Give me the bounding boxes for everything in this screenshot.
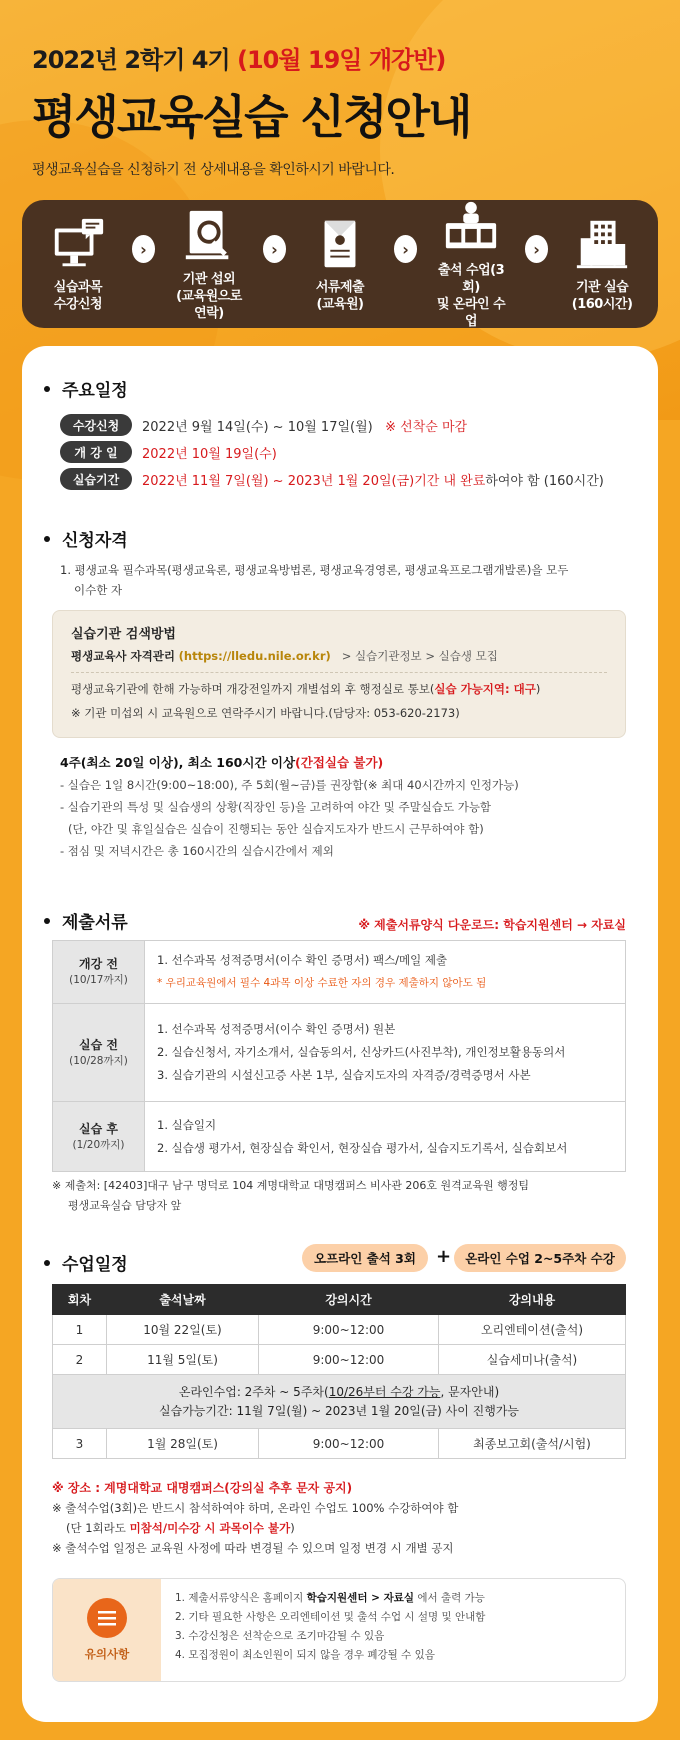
speech-bubble-icon: [87, 1598, 127, 1638]
condition-headline: 4주(최소 20일 이상), 최소 160시간 이상(간접실습 불가): [60, 755, 384, 770]
envelope-icon: [311, 215, 369, 273]
caution-box: [52, 1578, 626, 1682]
chevron-right-icon: ›: [132, 235, 155, 263]
online-class-row: 온라인수업: 2주차 ~ 5주차(10/26부터 수강 가능, 문자안내) 실습가능기간: 11월 7일(월) ~ 2023년 1월 20일(금) 사이 진행가능: [53, 1375, 626, 1429]
class-notes: ※ 장소 : 계명대학교 대명캠퍼스(강의실 추후 문자 공지) ※ 출석수업(3회)은 반드시 참석하여야 하며, 온라인 수업도 100% 수강하여야 함 (단 1회라도 미참석/미수강 시 과목이수 불가) ※ 출석수업 일정은 교육원 사정에 따라 변경될 수 있으며 일정 변경 시 개별 공지: [52, 1478, 458, 1558]
chevron-right-icon: ›: [525, 235, 548, 263]
search-note: 평생교육기관에 한해 가능하며 개강전일까지 개별섭외 후 행정실로 통보(실습 가능지역: 대구): [71, 682, 541, 696]
attendance-icon: [442, 198, 500, 256]
chevron-right-icon: ›: [263, 235, 286, 263]
documents-section-title: 제출서류: [44, 908, 128, 933]
bullet-icon: [44, 1260, 50, 1266]
content-panel: [22, 346, 658, 1722]
practice-conditions: 4주(최소 20일 이상), 최소 160시간 이상(간접실습 불가) - 실습은 1일 8시간(9:00~18:00), 주 5회(월~금)를 권장함(※ 최대 40시간까지 인정가능) - 실습기관의 특성 및 실습생의 상황(직장인 등)을 고려하여 야간 및 주말실습도 가능함 (단, 야간 및 휴일실습은 실습이 진행되는 동안 실습지도자가 반드시 근무하여야 함) - 점심 및 저녁시간은 총 160시간의 실습시간에서 제외: [60, 752, 519, 862]
row-content: 1. 실습일지 2. 실습생 평가서, 현장실습 확인서, 현장실습 평가서, 실습지도기록서, 실습회보서: [145, 1102, 626, 1172]
step-institution-practice: 기관 실습 (160시간): [562, 215, 642, 313]
page-title: 평생교육실습 신청안내: [32, 90, 471, 144]
page-header: [32, 40, 652, 179]
search-path: 평생교육사 자격관리 (https://lledu.nile.or.kr) > 실습기관정보 > 실습생 모집: [71, 648, 607, 673]
class-schedule-table: [52, 1284, 626, 1459]
step-document-submission: 서류제출 (교육원): [300, 215, 380, 313]
institution-search-box: [52, 610, 626, 738]
qualification-section-title: 신청자격: [44, 526, 128, 551]
bullet-icon: [44, 918, 50, 924]
schedule-row-start-date: 개 강 일 2022년 10월 19일(수): [60, 441, 277, 463]
table-row: [53, 1004, 626, 1102]
plus-icon: +: [436, 1246, 452, 1267]
process-steps: [22, 200, 658, 328]
submission-address: ※ 제출처: [42403]대구 남구 명덕로 104 계명대학교 대명캠퍼스 비사관 206호 원격교육원 행정팀 평생교육실습 담당자 앞: [52, 1179, 529, 1212]
download-note[interactable]: ※ 제출서류양식 다운로드: 학습지원센터 → 자료실: [358, 918, 626, 932]
bullet-icon: [44, 536, 50, 542]
row-header: 실습 후 (1/20까지): [53, 1102, 145, 1172]
caution-label-area: [53, 1579, 161, 1681]
offline-tag: 오프라인 출석 3회: [302, 1244, 428, 1272]
place-note: ※ 장소 : 계명대학교 대명캠퍼스(강의실 추후 문자 공지): [52, 1481, 353, 1495]
row-header: 개강 전 (10/17까지): [53, 941, 145, 1004]
online-tag: 온라인 수업 2~5주차 수강: [454, 1244, 626, 1272]
magnifier-icon: [180, 207, 238, 265]
caution-label: 유의사항: [84, 1647, 130, 1661]
table-row: 1 10월 22일(토) 9:00~12:00 오리엔테이션(출석): [53, 1315, 626, 1345]
semester-title: 2022년 2학기 4기 (10월 19일 개강반): [32, 46, 446, 74]
contact-note: ※ 기관 미섭외 시 교육원으로 연락주시기 바랍니다.(담당자: 053-620-2173): [71, 706, 460, 720]
site-link[interactable]: (https://lledu.nile.or.kr): [178, 649, 331, 663]
schedule-section-title: 주요일정: [44, 376, 128, 401]
table-row: 3 1월 28일(토) 9:00~12:00 최종보고회(출석/시험): [53, 1429, 626, 1459]
page-description: 평생교육실습을 신청하기 전 상세내용을 확인하시기 바랍니다.: [32, 162, 395, 178]
bullet-icon: [44, 386, 50, 392]
caution-list: 1. 제출서류양식은 홈페이지 학습지원센터 > 자료실 에서 출력 가능 2. 기타 필요한 사항은 오리엔테이션 및 출석 수업 시 설명 및 안내함 3. 수강신청은 선착순으로 조기마감될 수 있음 4. 모집정원이 최소인원이 되지 않을 경우 폐강될 수 있음: [175, 1592, 486, 1661]
building-icon: [573, 215, 631, 273]
schedule-row-registration: 수강신청 2022년 9월 14일(수) ~ 10월 17일(월) ※ 선착순 마감: [60, 414, 467, 436]
row-content: 1. 선수과목 성적증명서(이수 확인 증명서) 팩스/메일 제출 * 우리교육원에서 필수 4과목 이상 수료한 자의 경우 제출하지 않아도 됨: [145, 941, 626, 1004]
documents-table: [52, 940, 626, 1172]
chevron-right-icon: ›: [394, 235, 417, 263]
table-row: 2 11월 5일(토) 9:00~12:00 실습세미나(출석): [53, 1345, 626, 1375]
search-box-title: 실습기관 검색방법: [71, 627, 176, 642]
schedule-row-practice-period: 실습기간 2022년 11월 7일(월) ~ 2023년 1월 20일(금)기간 내 완료 하여야 함 (160시간): [60, 468, 604, 490]
step-attendance-class: 출석 수업(3회) 및 온라인 수업: [431, 198, 511, 330]
qualification-item: 1. 평생교육 필수과목(평생교육론, 평생교육방법론, 평생교육경영론, 평생교육프로그램개발론)을 모두 이수한 자: [60, 563, 569, 597]
table-row: [53, 1102, 626, 1172]
classes-section-title: 수업일정: [44, 1250, 128, 1275]
table-row: [53, 941, 626, 1004]
schedule-label: 실습기간: [60, 468, 132, 490]
row-header: 실습 전 (10/28까지): [53, 1004, 145, 1102]
step-institution-contact: 기관 섭외 (교육원으로 연락): [169, 207, 249, 322]
step-course-registration: 실습과목 수강신청: [38, 215, 118, 313]
row-content: 1. 선수과목 성적증명서(이수 확인 증명서) 원본 2. 실습신청서, 자기소개서, 실습동의서, 신상카드(사진부착), 개인정보활용동의서 3. 실습기관의 시설신고증 사본 1부, 실습지도자의 자격증/경력증명서 사본: [145, 1004, 626, 1102]
schedule-label: 수강신청: [60, 414, 132, 436]
computer-icon: [49, 215, 107, 273]
schedule-label: 개 강 일: [60, 441, 132, 463]
table-header-row: 회차 출석날짜 강의시간 강의내용: [53, 1285, 626, 1315]
